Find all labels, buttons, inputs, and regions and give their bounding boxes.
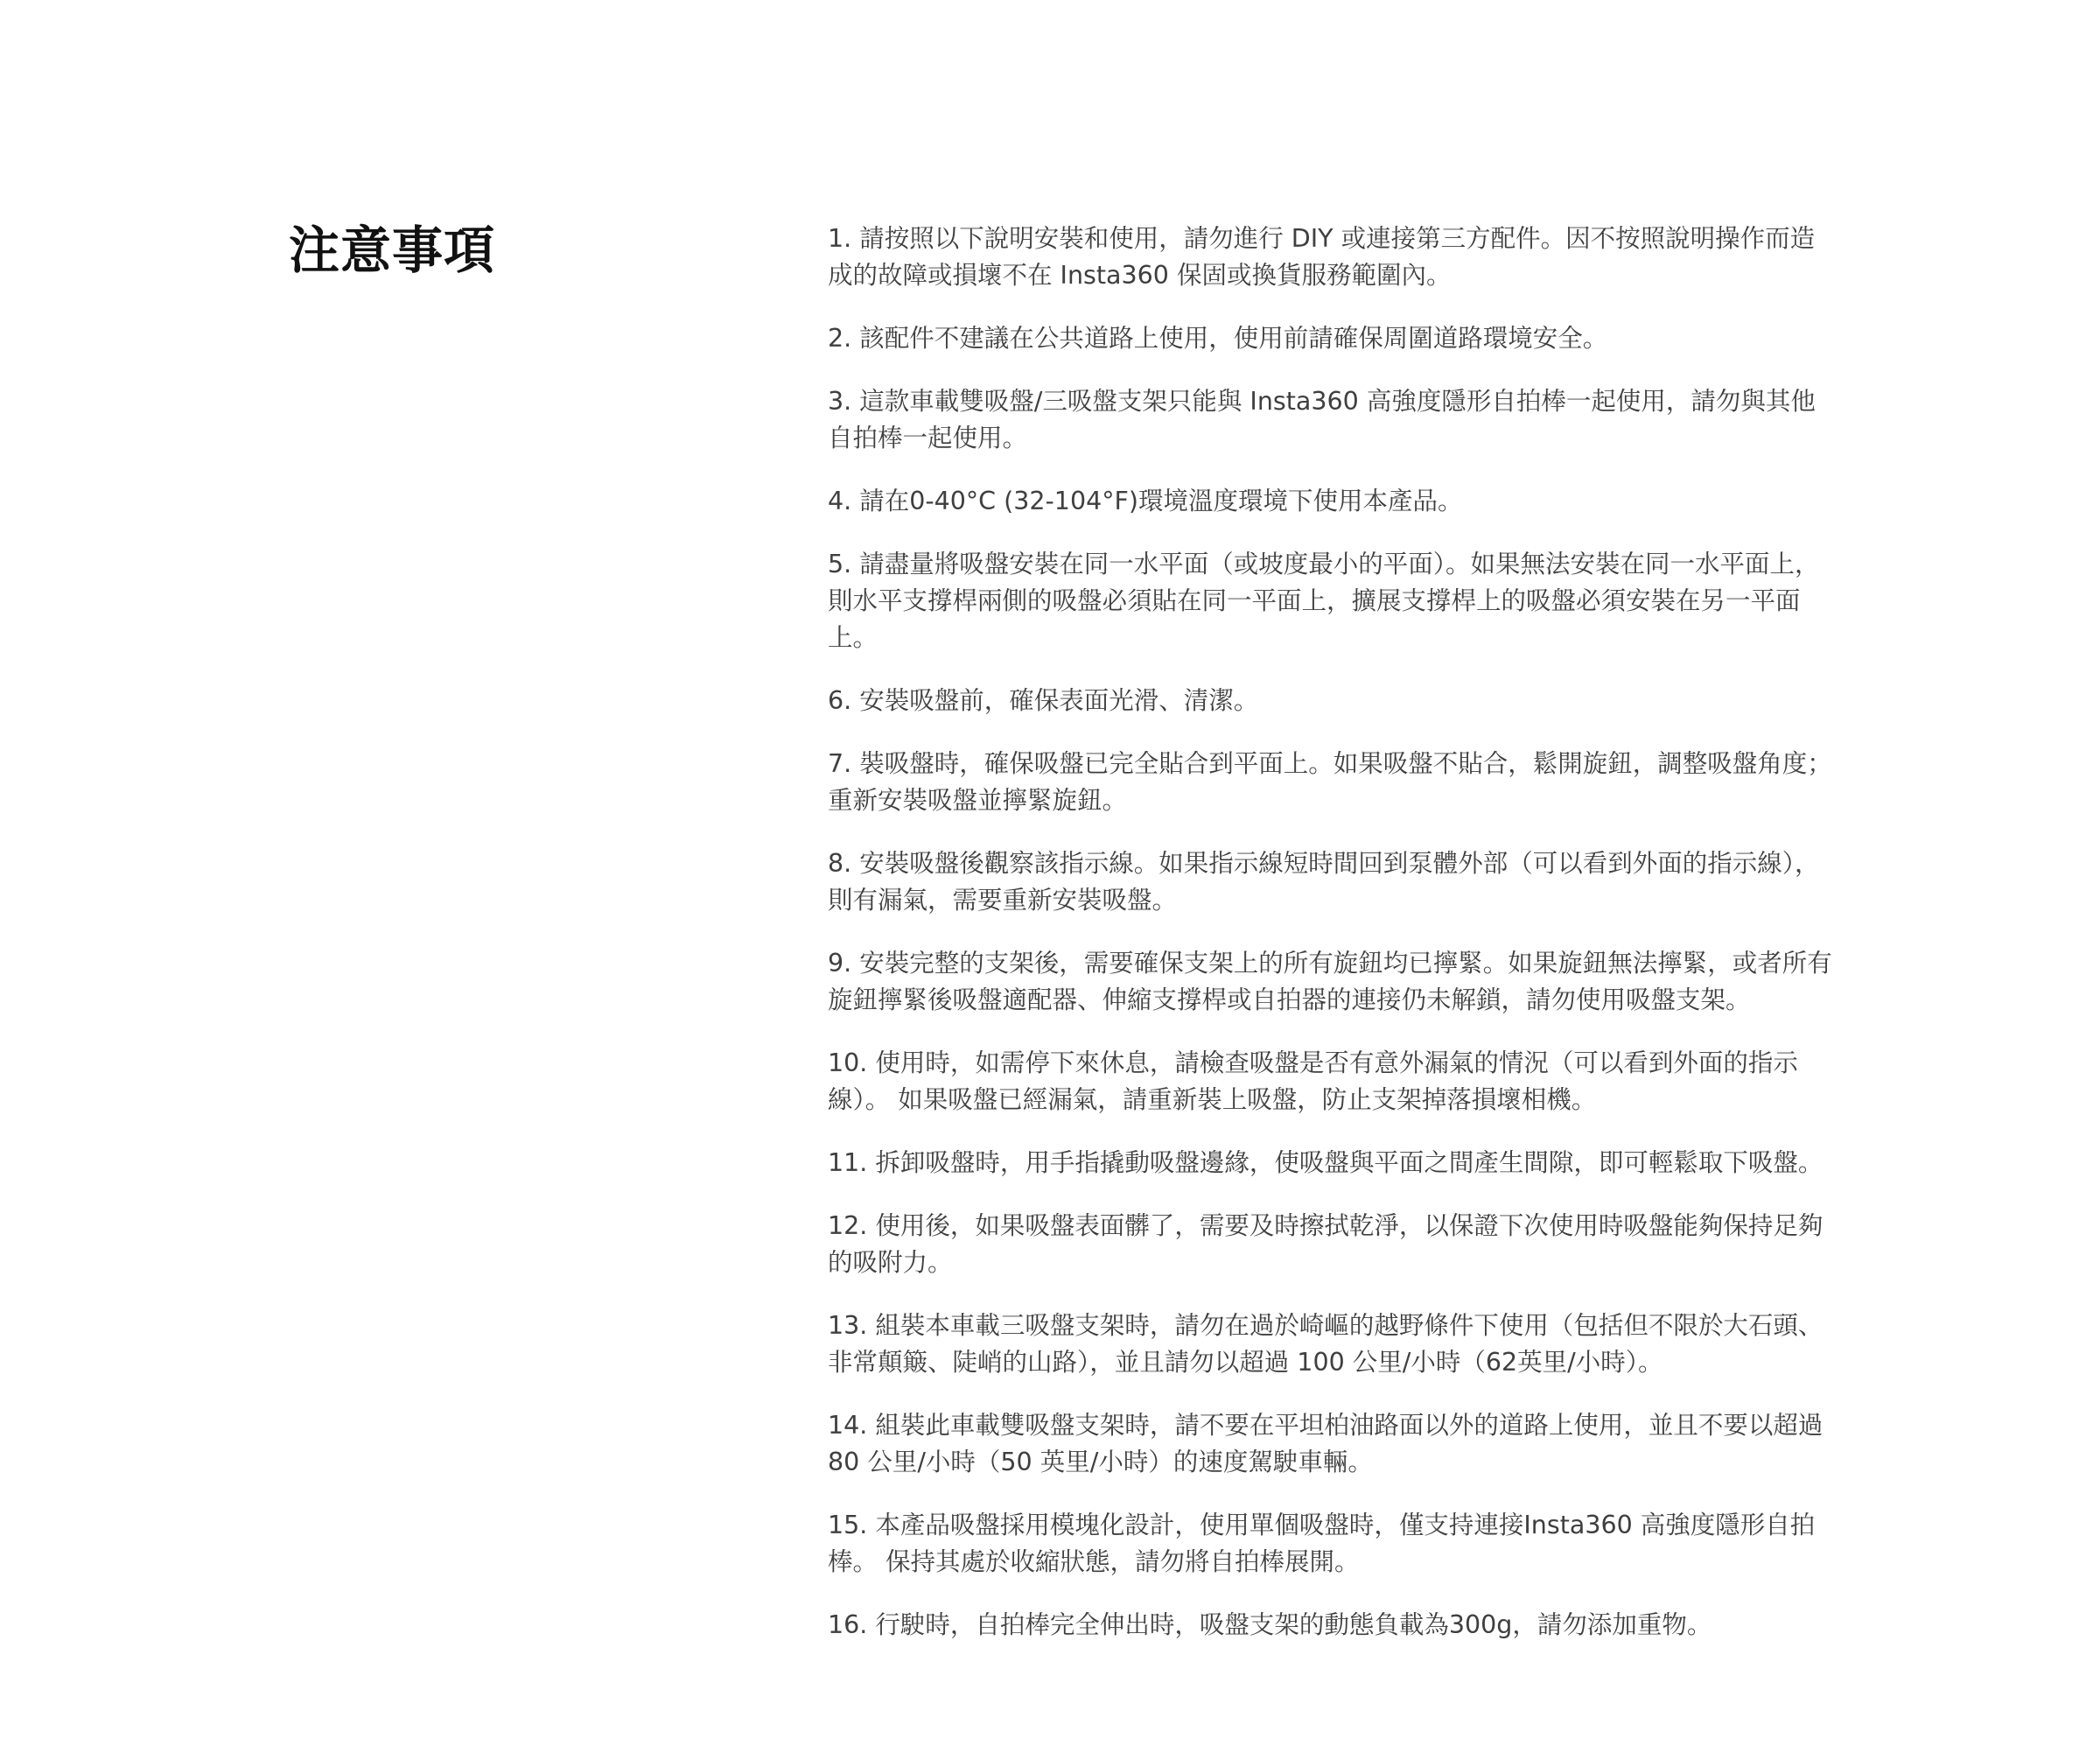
note-item: 6. 安裝吸盤前，確保表面光滑、清潔。 xyxy=(828,686,1259,715)
note-item: 16. 行駛時，自拍棒完全伸出時，吸盤支架的動態負載為300g，請勿添加重物。 xyxy=(828,1610,1712,1639)
note-item: 7. 裝吸盤時，確保吸盤已完全貼合到平面上。如果吸盤不貼合，鬆開旋鈕，調整吸盤角度； 重新安裝吸盤並擰緊旋鈕。 xyxy=(828,749,1832,815)
note-item: 14. 組裝此車載雙吸盤支架時，請不要在平坦柏油路面以外的道路上使用，並且不要以超過 80 公里/小時（50 英里/小時）的速度駕駛車輛。 xyxy=(828,1411,1824,1476)
note-item: 4. 請在0-40°C (32-104°F)環境溫度環境下使用本產品。 xyxy=(828,487,1463,515)
note-item: 15. 本產品吸盤採用模塊化設計，使用單個吸盤時，僅支持連接Insta360 高強度隱形自拍棒。 保持其處於收縮狀態，請勿將自拍棒展開。 xyxy=(828,1511,1816,1576)
note-item: 9. 安裝完整的支架後，需要確保支架上的所有旋鈕均已擰緊。如果旋鈕無法擰緊，或者所有旋鈕擰緊後吸盤適配器、伸縮支撐桿或自拍器的連接仍未解鎖，請勿使用吸盤支架。 xyxy=(828,949,1832,1014)
note-item: 8. 安裝吸盤後觀察該指示線。如果指示線短時間回到泵體外部（可以看到外面的指示線），則有漏氣，需要重新安裝吸盤。 xyxy=(828,849,1820,915)
page-title: 注意事項 xyxy=(289,221,496,280)
note-item: 1. 請按照以下說明安裝和使用，請勿進行 DIY 或連接第三方配件。因不按照說明操作而造成的故障或損壞不在 Insta360 保固或換貨服務範圍內。 xyxy=(828,224,1816,290)
note-item: 11. 拆卸吸盤時，用手指撬動吸盤邊緣，使吸盤與平面之間產生間隙，即可輕鬆取下吸盤。 xyxy=(828,1148,1824,1177)
note-item: 12. 使用後，如果吸盤表面髒了，需要及時擦拭乾淨，以保證下次使用時吸盤能夠保持足夠的吸附力。 xyxy=(828,1211,1824,1277)
note-item: 10. 使用時，如需停下來休息，請檢查吸盤是否有意外漏氣的情況（可以看到外面的指示線）。 如果吸盤已經漏氣，請重新裝上吸盤，防止支架掉落損壞相機。 xyxy=(828,1048,1798,1114)
note-item: 3. 這款車載雙吸盤/三吸盤支架只能與 Insta360 高強度隱形自拍棒一起使用，請勿與其他自拍棒一起使用。 xyxy=(828,387,1816,452)
note-item: 5. 請盡量將吸盤安裝在同一水平面（或坡度最小的平面）。如果無法安裝在同一水平面上，則水平支撐桿兩側的吸盤必須貼在同一平面上，擴展支撐桿上的吸盤必須安裝在另一平面上。 xyxy=(828,550,1820,652)
note-item: 13. 組裝本車載三吸盤支架時，請勿在過於崎嶇的越野條件下使用（包括但不限於大石頭、非常顛簸、陡峭的山路），並且請勿以超過 100 公里/小時（62英里/小時）。 xyxy=(828,1311,1824,1377)
notes-list xyxy=(828,221,1834,1644)
note-item: 2. 該配件不建議在公共道路上使用，使用前請確保周圍道路環境安全。 xyxy=(828,324,1608,353)
